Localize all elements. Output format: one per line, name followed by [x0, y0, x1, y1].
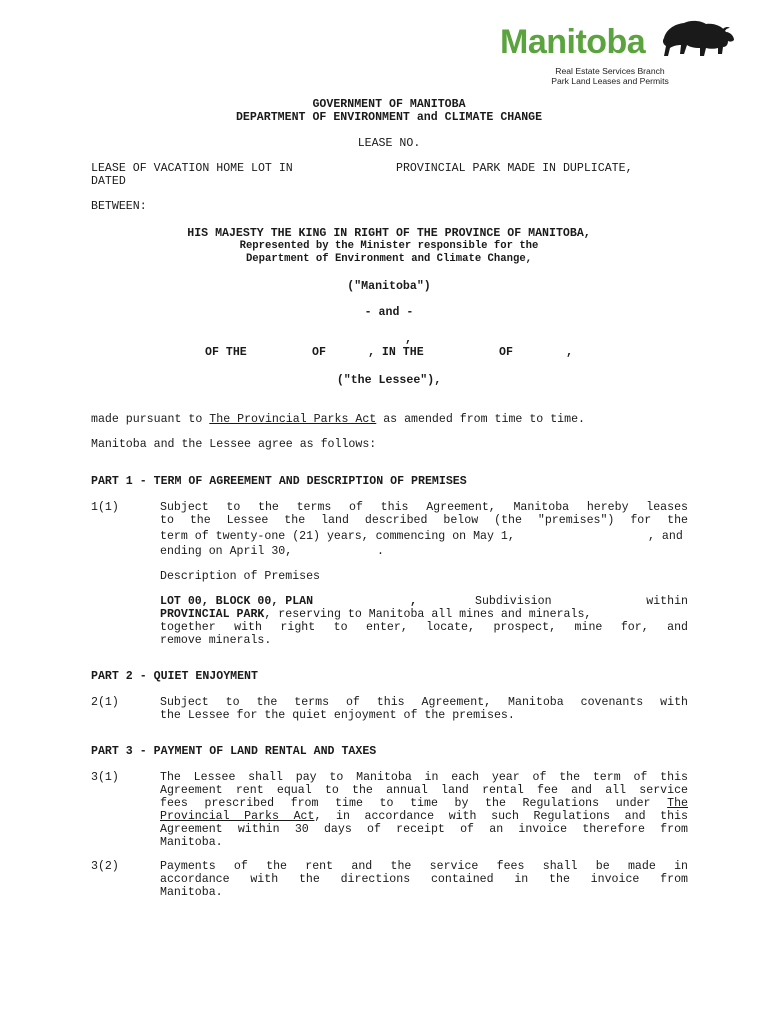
- clause-line: Agreement rent equal to the annual land rental fee and all service: [160, 784, 688, 797]
- clause-line: Subject to the terms of this Agreement, Manitoba covenants with: [160, 696, 688, 709]
- clause-3-1-end: Manitoba.: [160, 836, 223, 849]
- term-and: , and: [648, 530, 683, 543]
- in-the-label: , IN THE: [368, 346, 424, 359]
- part2-heading: PART 2 - QUIET ENJOYMENT: [91, 670, 258, 683]
- agree-line: Manitoba and the Lessee agree as follows:: [91, 438, 377, 451]
- clause-line: to the Lessee the land described below (the "premises") for the: [160, 514, 688, 527]
- description-label: Description of Premises: [160, 570, 321, 583]
- of-label-1: OF: [312, 346, 326, 359]
- term-period: .: [377, 545, 384, 558]
- lot-block-plan: LOT 00, BLOCK 00, PLAN: [160, 595, 314, 608]
- branch-name: Real Estate Services Branch: [555, 66, 665, 76]
- clause-1-1-text: [160, 501, 688, 527]
- clause-line: Agreement within 30 days of receipt of an invoice therefore from: [160, 823, 688, 836]
- subdivision-text: Subdivision within: [475, 595, 688, 608]
- department-heading: DEPARTMENT OF ENVIRONMENT and CLIMATE CHANGE: [235, 111, 543, 124]
- branch-subunit: Park Land Leases and Permits: [551, 76, 669, 86]
- clause-number-3-2: 3(2): [91, 860, 119, 873]
- clause-3-2-end: Manitoba.: [160, 886, 223, 899]
- minerals-end: remove minerals.: [160, 634, 272, 647]
- regulations-text: , in accordance with such Regulations and this: [314, 810, 688, 823]
- park-line: [160, 608, 591, 621]
- part3-heading: PART 3 - PAYMENT OF LAND RENTAL AND TAXES: [91, 745, 377, 758]
- manitoba-designation: ("Manitoba"): [347, 280, 431, 293]
- lessee-designation: ("the Lessee"),: [336, 374, 442, 387]
- plan-comma: ,: [410, 595, 417, 608]
- clause-3-1-text: [160, 771, 688, 836]
- clause-line: Subject to the terms of this Agreement, Manitoba hereby leases: [160, 501, 688, 514]
- address-comma: ,: [566, 346, 573, 359]
- clause-number-2-1: 2(1): [91, 696, 119, 709]
- department-line: Department of Environment and Climate Change,: [245, 253, 533, 265]
- fees-text: fees prescribed from time to time by the Regulations under: [160, 797, 668, 810]
- lessee-name-comma: ,: [405, 333, 412, 346]
- minerals-text: [160, 621, 688, 634]
- clause-2-1-text: [160, 696, 688, 709]
- term-commencing: term of twenty-one (21) years, commencing on May 1,: [160, 530, 515, 543]
- represented-line: Represented by the Minister responsible for the: [239, 240, 539, 252]
- part1-heading: PART 1 - TERM OF AGREEMENT AND DESCRIPTION OF PREMISES: [91, 475, 467, 488]
- clause-line: together with right to enter, locate, prospect, mine for, and: [160, 621, 688, 634]
- of-the-label: OF THE: [205, 346, 247, 359]
- parks-act-reference: The Provincial Parks Act: [209, 413, 377, 426]
- pursuant-post: as amended from time to time.: [376, 413, 585, 426]
- clause-line: accordance with the directions contained in the invoice from: [160, 873, 688, 886]
- dated-label: DATED: [91, 175, 126, 188]
- park-made-text: PROVINCIAL PARK MADE IN DUPLICATE,: [396, 162, 633, 175]
- clause-line: [160, 810, 688, 823]
- bison-icon: [660, 18, 736, 62]
- pursuant-pre: made pursuant to: [91, 413, 210, 426]
- clause-line: Payments of the rent and the service fees shall be made in: [160, 860, 688, 873]
- government-heading: GOVERNMENT OF MANITOBA: [312, 98, 466, 111]
- clause-line: [160, 797, 688, 810]
- act-reference-start: The: [667, 797, 688, 810]
- provincial-park-label: PROVINCIAL PARK: [160, 608, 265, 621]
- crown-party: HIS MAJESTY THE KING IN RIGHT OF THE PROVINCE OF MANITOBA,: [187, 227, 591, 240]
- reserving-text: , reserving to Manitoba all mines and minerals,: [264, 608, 592, 621]
- clause-line: The Lessee shall pay to Manitoba in each year of the term of this: [160, 771, 688, 784]
- lease-of-text: LEASE OF VACATION HOME LOT IN: [91, 162, 293, 175]
- clause-number-3-1: 3(1): [91, 771, 119, 784]
- pursuant-line: [91, 413, 585, 426]
- of-label-2: OF: [499, 346, 513, 359]
- manitoba-logo: [500, 18, 736, 66]
- lease-number-label: LEASE NO.: [357, 137, 421, 150]
- act-reference-end: Provincial Parks Act: [160, 810, 315, 823]
- between-label: BETWEEN:: [91, 200, 147, 213]
- clause-2-1-end: the Lessee for the quiet enjoyment of the premises.: [160, 709, 515, 722]
- logo-wordmark: Manitoba: [500, 23, 646, 61]
- clause-3-2-text: [160, 860, 688, 886]
- and-separator: - and -: [364, 306, 414, 319]
- clause-number-1-1: 1(1): [91, 501, 119, 514]
- term-ending: ending on April 30,: [160, 545, 293, 558]
